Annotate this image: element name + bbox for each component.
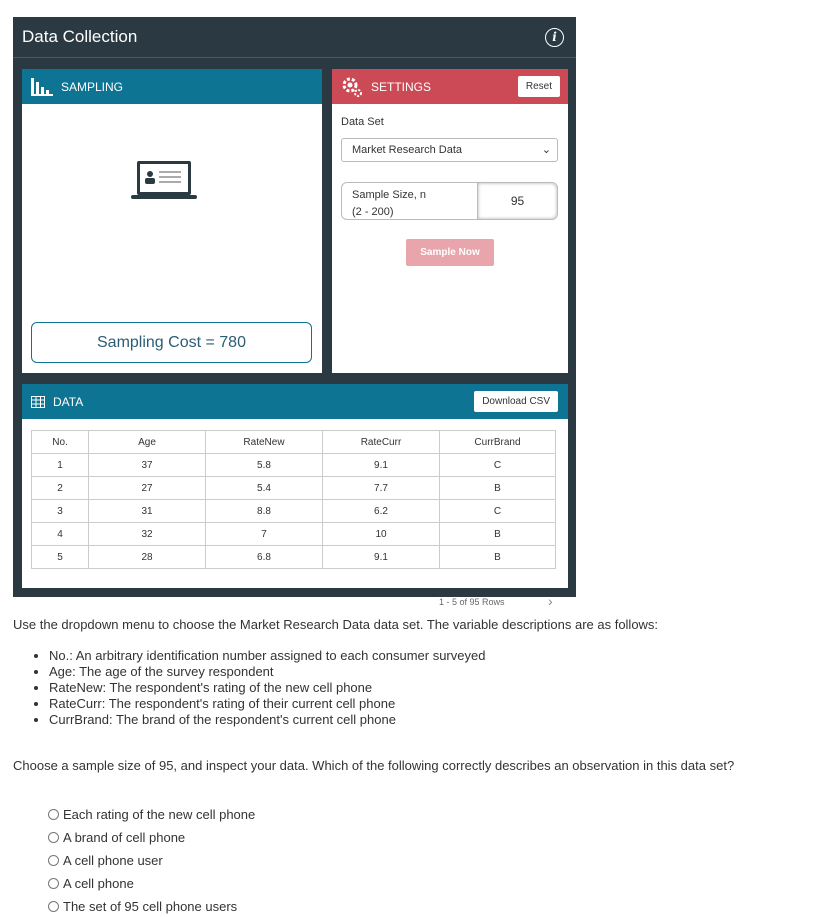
table-cell: 6.8 bbox=[206, 546, 323, 569]
choice-option[interactable] bbox=[48, 803, 255, 826]
table-header-row bbox=[32, 431, 556, 454]
gear-icon bbox=[341, 76, 363, 98]
choice-label: A cell phone bbox=[63, 876, 134, 891]
table-cell: 7 bbox=[206, 523, 323, 546]
table-icon bbox=[31, 396, 45, 408]
list-item: • No.: An arbitrary identification number assigned to each consumer surveyed bbox=[49, 648, 485, 664]
sample-size-label-line1: Sample Size, n bbox=[352, 189, 426, 201]
table-cell: 2 bbox=[32, 477, 89, 500]
table-row bbox=[32, 477, 556, 500]
sample-size-input[interactable]: 95 bbox=[478, 183, 557, 219]
choice-label: A brand of cell phone bbox=[63, 830, 186, 845]
laptop-icon bbox=[131, 159, 197, 203]
sampling-panel bbox=[22, 69, 322, 373]
settings-title: SETTINGS bbox=[371, 79, 432, 94]
app-header bbox=[13, 17, 576, 58]
column-header: RateCurr bbox=[323, 431, 440, 454]
choice-label: The set of 95 cell phone users bbox=[63, 899, 238, 914]
data-collection-app bbox=[13, 17, 576, 609]
table-row bbox=[32, 546, 556, 569]
table-cell: B bbox=[440, 477, 556, 500]
column-header: Age bbox=[89, 431, 206, 454]
radio-button[interactable] bbox=[48, 809, 59, 820]
table-cell: C bbox=[440, 454, 556, 477]
table-cell: 32 bbox=[89, 523, 206, 546]
sampling-title: SAMPLING bbox=[61, 79, 124, 94]
sampling-cost: Sampling Cost = 780 bbox=[31, 322, 312, 363]
table-cell: 7.7 bbox=[323, 477, 440, 500]
table-cell: 31 bbox=[89, 500, 206, 523]
table-row bbox=[32, 523, 556, 546]
chevron-down-icon: ⌄ bbox=[541, 144, 551, 156]
table-cell: 27 bbox=[89, 477, 206, 500]
table-cell: 37 bbox=[89, 454, 206, 477]
list-item: • Age: The age of the survey respondent bbox=[49, 664, 485, 680]
table-cell: 5.8 bbox=[206, 454, 323, 477]
table-row bbox=[32, 500, 556, 523]
radio-button[interactable] bbox=[48, 901, 59, 912]
sample-now-button[interactable]: Sample Now bbox=[406, 239, 494, 266]
choice-label: Each rating of the new cell phone bbox=[63, 807, 256, 822]
dataset-value: Market Research Data bbox=[352, 144, 463, 156]
variable-list bbox=[31, 648, 485, 728]
radio-button[interactable] bbox=[48, 855, 59, 866]
dataset-select[interactable] bbox=[341, 138, 558, 162]
radio-button[interactable] bbox=[48, 832, 59, 843]
table-cell: B bbox=[440, 523, 556, 546]
table-cell: 8.8 bbox=[206, 500, 323, 523]
info-icon[interactable]: i bbox=[545, 28, 564, 47]
settings-header bbox=[332, 69, 568, 104]
sample-size-field bbox=[341, 182, 558, 220]
data-header bbox=[22, 384, 568, 419]
bar-chart-icon bbox=[31, 78, 53, 96]
choice-label: A cell phone user bbox=[63, 853, 163, 868]
choice-option[interactable] bbox=[48, 849, 255, 872]
column-header: CurrBrand bbox=[440, 431, 556, 454]
table-cell: 3 bbox=[32, 500, 89, 523]
answer-choices bbox=[48, 803, 255, 918]
dataset-label: Data Set bbox=[341, 116, 384, 128]
data-title: DATA bbox=[53, 394, 84, 409]
table-cell: 6.2 bbox=[323, 500, 440, 523]
settings-panel bbox=[332, 69, 568, 373]
table-cell: 9.1 bbox=[323, 454, 440, 477]
table-cell: 10 bbox=[323, 523, 440, 546]
column-header: RateNew bbox=[206, 431, 323, 454]
reset-button[interactable]: Reset bbox=[518, 76, 560, 97]
choice-option[interactable] bbox=[48, 872, 255, 895]
table-cell: 5.4 bbox=[206, 477, 323, 500]
column-header: No. bbox=[32, 431, 89, 454]
table-row bbox=[32, 454, 556, 477]
instructions-intro: Use the dropdown menu to choose the Market Research Data data set. The variable descriptions are as follows: bbox=[13, 617, 659, 632]
list-item: • RateNew: The respondent's rating of the new cell phone bbox=[49, 680, 485, 696]
choice-option[interactable] bbox=[48, 895, 255, 918]
radio-button[interactable] bbox=[48, 878, 59, 889]
app-title: Data Collection bbox=[22, 27, 138, 46]
download-csv-button[interactable]: Download CSV bbox=[474, 391, 558, 412]
table-cell: C bbox=[440, 500, 556, 523]
chevron-right-icon[interactable]: › bbox=[548, 593, 553, 609]
list-item: • RateCurr: The respondent's rating of their current cell phone bbox=[49, 696, 485, 712]
sample-size-label-line2: (2 - 200) bbox=[352, 206, 394, 218]
table-cell: 28 bbox=[89, 546, 206, 569]
data-table bbox=[31, 430, 556, 569]
table-cell: 4 bbox=[32, 523, 89, 546]
question-text: Choose a sample size of 95, and inspect your data. Which of the following correctly describes an observation in this data set? bbox=[13, 758, 735, 773]
table-cell: 1 bbox=[32, 454, 89, 477]
table-cell: B bbox=[440, 546, 556, 569]
data-panel bbox=[22, 384, 568, 609]
choice-option[interactable] bbox=[48, 826, 255, 849]
table-cell: 9.1 bbox=[323, 546, 440, 569]
pager-text: 1 - 5 of 95 Rows bbox=[439, 597, 505, 607]
table-cell: 5 bbox=[32, 546, 89, 569]
sampling-header bbox=[22, 69, 322, 104]
sample-size-label bbox=[342, 183, 478, 219]
list-item: • CurrBrand: The brand of the respondent's current cell phone bbox=[49, 712, 485, 728]
